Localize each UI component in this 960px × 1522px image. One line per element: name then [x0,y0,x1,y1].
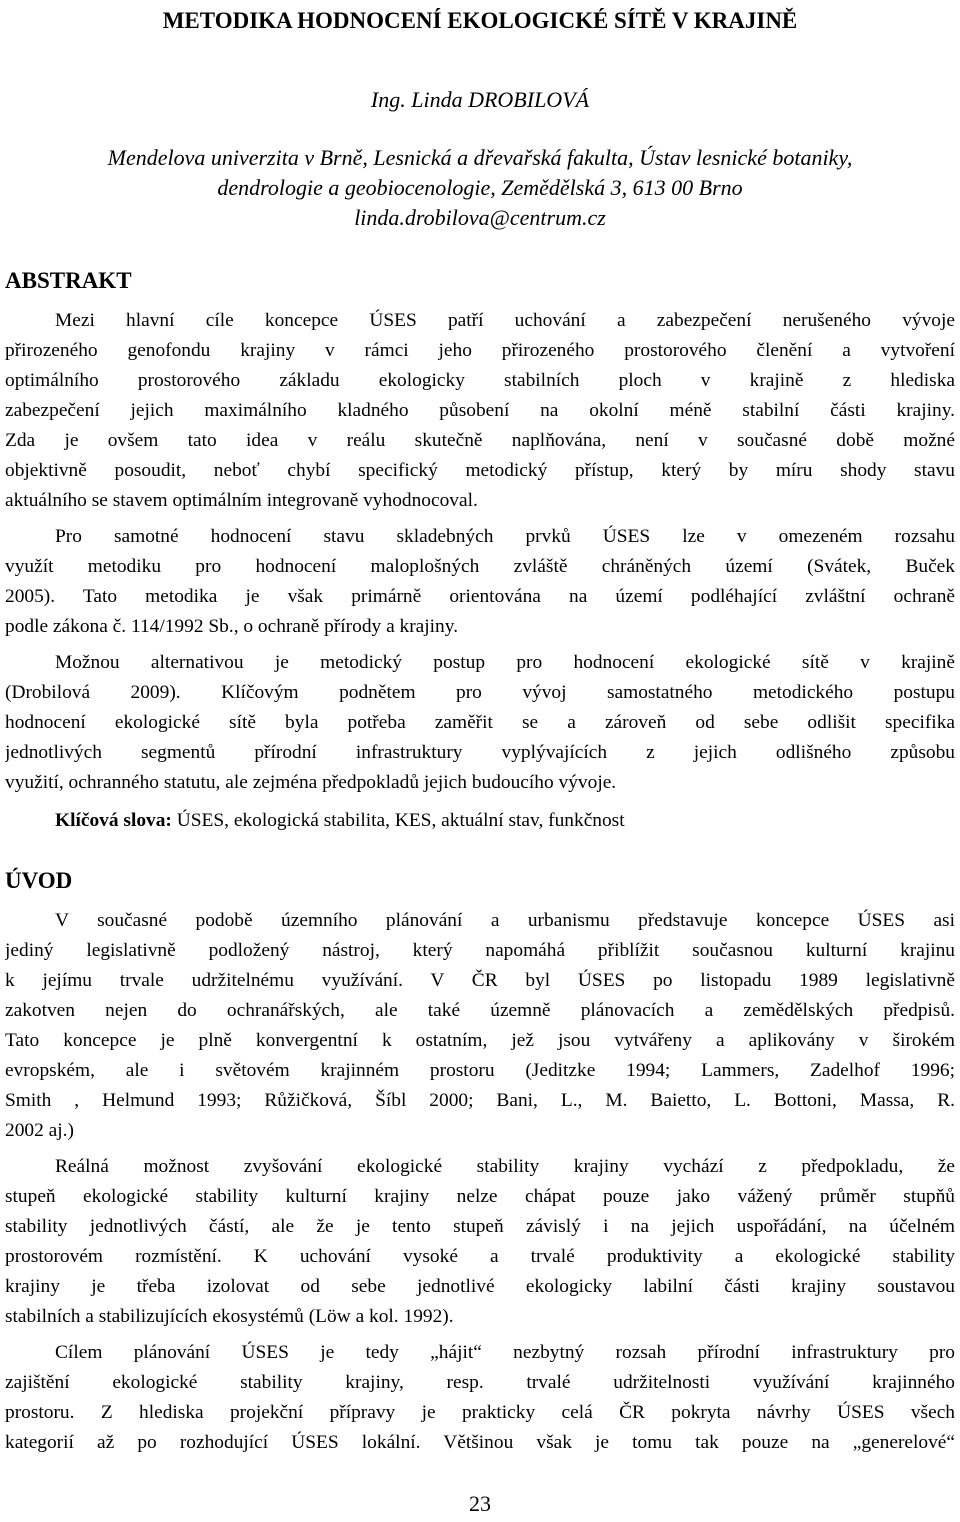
keywords-line [55,806,625,836]
text-line: 2005). Tato metodika je však primárně orientována na území podléhající zvláštní ochraně [5,586,955,607]
text-line: hodnocení ekologické sítě byla potřeba zaměřit se a zároveň od sebe odlišit specifika [5,712,955,733]
text-line: (Drobilová 2009). Klíčovým podnětem pro vývoj samostatného metodického postupu [5,682,955,703]
text-line: 2002 aj.) [5,1120,74,1141]
text-line: Smith , Helmund 1993; Růžičková, Šíbl 2000; Bani, L., M. Baietto, L. Bottoni, Massa, R. [5,1090,955,1111]
text-line: krajiny je třeba izolovat od sebe jednotlivé ekologicky labilní části krajiny soustavou [5,1276,955,1297]
text-line: využití, ochranného statutu, ale zejména předpokladů jejich budoucího vývoje. [5,772,617,793]
text-line: zabezpečení jejich maximálního kladného působení na okolní méně stabilní části krajiny. [5,400,955,421]
text-line: využít metodiku pro hodnocení maloplošných zvláště chráněných území (Svátek, Buček [5,556,955,577]
abstract-paragraph-3 [5,648,955,798]
affiliation-line: Mendelova univerzita v Brně, Lesnická a dřevařská fakulta, Ústav lesnické botaniky, [107,145,853,170]
text-line: Reálná možnost zvyšování ekologické stability krajiny vychází z předpokladu, že [55,1156,955,1177]
text-line: k jejímu trvale udržitelnému využívání. V ČR byl ÚSES po listopadu 1989 legislativně [5,970,955,991]
text-line: podle zákona č. 114/1992 Sb., o ochraně přírody a krajiny. [5,616,459,637]
text-line: evropském, ale i světovém krajinném prostoru (Jeditzke 1994; Lammers, Zadelhof 1996; [5,1060,955,1081]
text-line: Cílem plánování ÚSES je tedy „hájit“ nezbytný rozsah přírodní infrastruktury pro [55,1342,955,1363]
text-line: stabilních a stabilizujících ekosystémů (Löw a kol. 1992). [5,1306,454,1327]
paper-title: METODIKA HODNOCENÍ EKOLOGICKÉ SÍTĚ V KRAJINĚ [162,8,798,33]
intro-heading: ÚVOD [5,868,73,893]
email-address: linda.drobilova@centrum.cz [354,205,606,230]
text-line: Zda je ovšem tato idea v reálu skutečně naplňována, není v současné době možné [5,430,955,451]
keywords-label: Klíčová slova: [55,810,172,831]
text-line: zakotven nejen do ochranářských, ale také územně plánovacích a zemědělských předpisů. [5,1000,955,1021]
affiliation-block [0,143,960,233]
text-line: optimálního prostorového základu ekologicky stabilních ploch v krajině z hlediska [5,370,955,391]
text-line: prostoru. Z hlediska projekční přípravy je prakticky celá ČR pokryta návrhy ÚSES všech [5,1402,955,1423]
text-line: aktuálního se stavem optimálním integrovaně vyhodnocoval. [5,490,478,511]
text-line: Pro samotné hodnocení stavu skladebných prvků ÚSES lze v omezeném rozsahu [55,526,955,547]
text-line: Možnou alternativou je metodický postup pro hodnocení ekologické sítě v krajině [55,652,955,673]
abstract-heading: ABSTRAKT [5,268,132,293]
text-line: objektivně posoudit, neboť chybí specifický metodický přístup, který by míru shody stavu [5,460,955,481]
text-line: kategorií až po rozhodující ÚSES lokální. Většinou však je tomu tak pouze na „generelové“ [5,1432,955,1453]
text-line: jednotlivých segmentů přírodní infrastruktury vyplývajících z jejich odlišného způsobu [5,742,955,763]
abstract-paragraph-2 [5,522,955,642]
text-line: stupeň ekologické stability kulturní krajiny nelze chápat pouze jako vážený průměr stupňů [5,1186,955,1207]
text-line: V současné podobě územního plánování a urbanismu představuje koncepce ÚSES asi [55,910,955,931]
intro-paragraph-1 [5,906,955,1146]
text-line: Tato koncepce je plně konvergentní k ostatním, jež jsou vytvářeny a aplikovány v širokém [5,1030,955,1051]
text-line: prostorovém rozmístění. K uchování vysoké a trvalé produktivity a ekologické stability [5,1246,955,1267]
page-number: 23 [469,1491,491,1516]
abstract-paragraph-1 [5,306,955,516]
text-line: přirozeného genofondu krajiny v rámci jeho přirozeného prostorového členění a vytvoření [5,340,955,361]
author-name: Ing. Linda DROBILOVÁ [370,87,590,112]
text-line: Mezi hlavní cíle koncepce ÚSES patří uchování a zabezpečení nerušeného vývoje [55,310,955,331]
keywords-text: ÚSES, ekologická stabilita, KES, aktuální stav, funkčnost [171,810,625,831]
intro-paragraph-2 [5,1152,955,1332]
intro-paragraph-3 [5,1338,955,1458]
text-line: zajištění ekologické stability krajiny, resp. trvalé udržitelnosti využívání krajinného [5,1372,955,1393]
text-line: stability jednotlivých částí, ale že je tento stupeň závislý i na jejich uspořádání, na účelném [5,1216,955,1237]
affiliation-line: dendrologie a geobiocenologie, Zemědělská 3, 613 00 Brno [217,175,743,200]
text-line: jediný legislativně podložený nástroj, který napomáhá přiblížit současnou kulturní krajinu [5,940,955,961]
